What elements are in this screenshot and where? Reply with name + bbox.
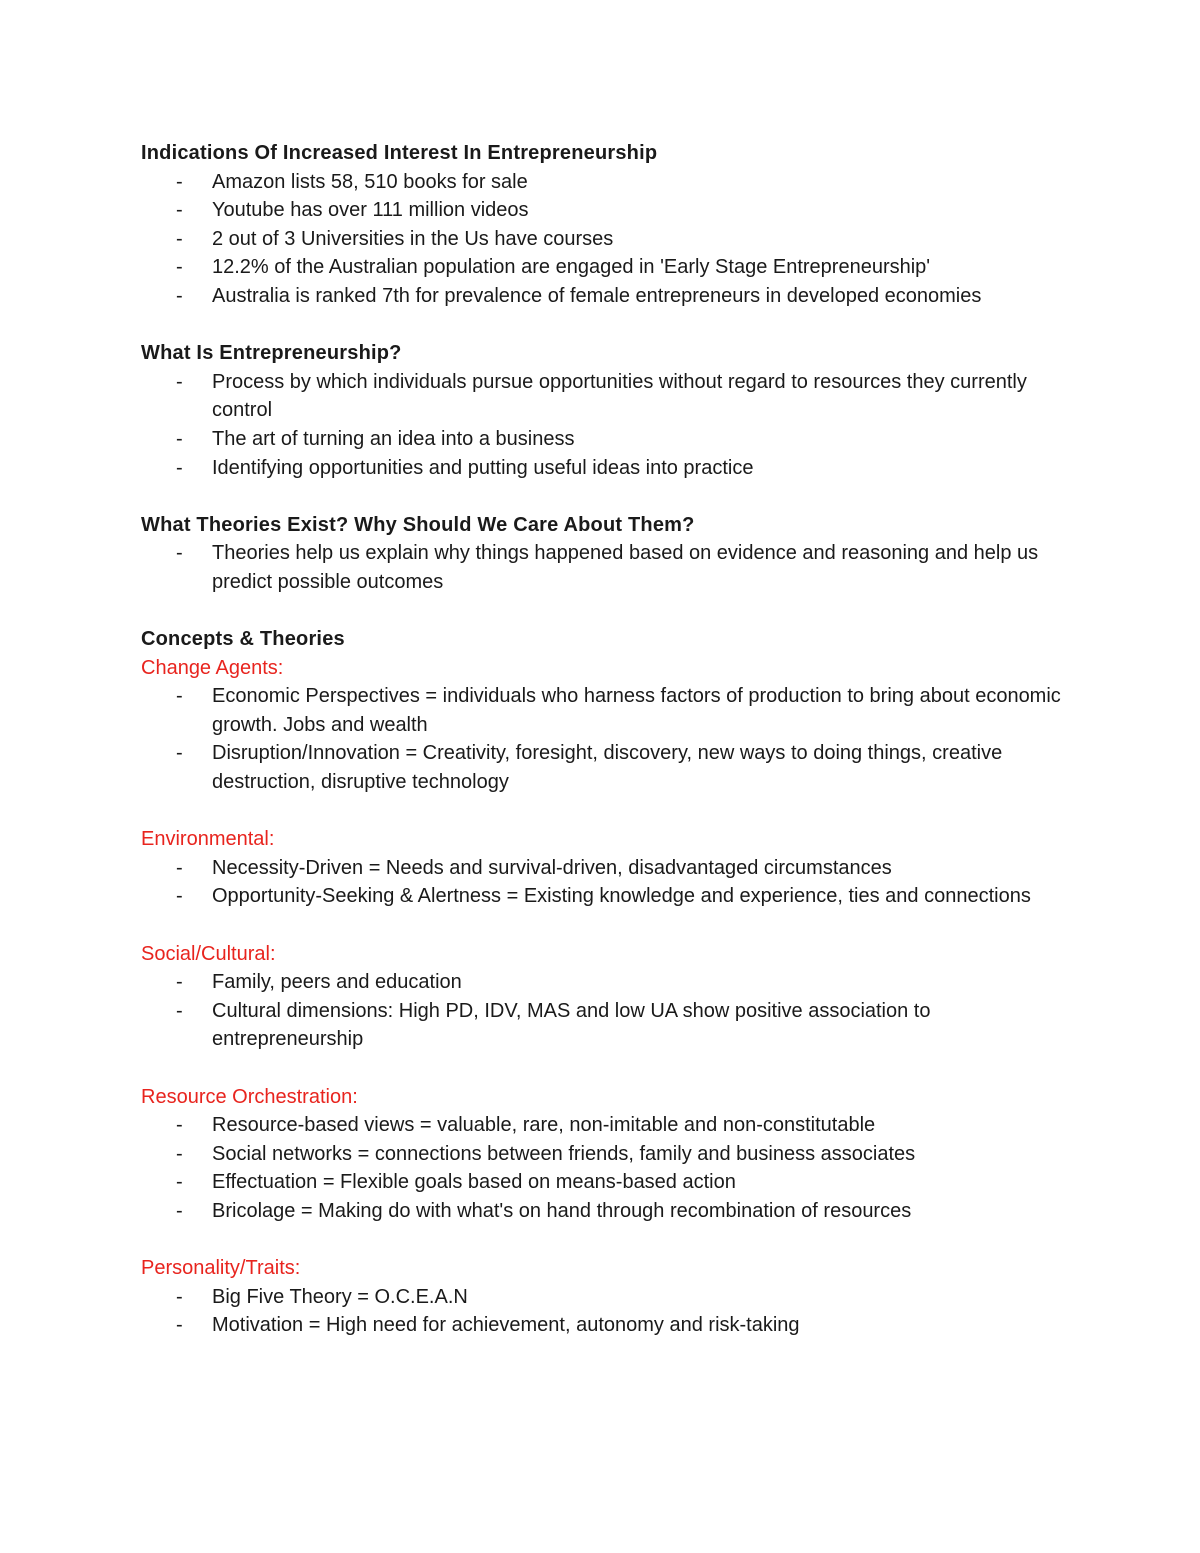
list-item: - Necessity-Driven = Needs and survival-driven, disadvantaged circumstances: [141, 854, 1061, 883]
list-item: - Social networks = connections between friends, family and business associates: [141, 1140, 1061, 1169]
concept-group-label: Resource Orchestration:: [141, 1085, 358, 1108]
concept-group-label: Personality/Traits:: [141, 1257, 301, 1280]
concept-group-change-agents: [141, 654, 1061, 797]
list-item: - Economic Perspectives = individuals who harness factors of production to bring about economic growth. Jobs and wealth: [141, 682, 1061, 739]
list-item: - Effectuation = Flexible goals based on means-based action: [141, 1168, 1061, 1197]
list-item: - Resource-based views = valuable, rare, non-imitable and non-constitutable: [141, 1111, 1061, 1140]
spacer: [141, 597, 1061, 626]
section-concepts: [141, 625, 1061, 1340]
bullet-list: [141, 1283, 1061, 1340]
spacer: [141, 482, 1061, 511]
spacer: [141, 911, 1061, 940]
list-item: - Amazon lists 58, 510 books for sale: [141, 168, 1061, 197]
list-item: - Identifying opportunities and putting useful ideas into practice: [141, 454, 1061, 483]
spacer: [141, 311, 1061, 340]
spacer: [141, 1054, 1061, 1083]
concept-group-label: Change Agents:: [141, 656, 284, 679]
document-body: [141, 139, 1061, 1340]
concept-group-label: Social/Cultural:: [141, 942, 276, 965]
concept-group-environmental: [141, 825, 1061, 911]
list-item: - Opportunity-Seeking & Alertness = Existing knowledge and experience, ties and connections: [141, 882, 1061, 911]
bullet-list: [141, 854, 1061, 911]
section-theories: [141, 511, 1061, 597]
bullet-list: [141, 682, 1061, 796]
section-heading: Indications Of Increased Interest In Entrepreneurship: [141, 142, 658, 164]
section-heading: What Theories Exist? Why Should We Care About Them?: [141, 513, 695, 536]
list-item: - 2 out of 3 Universities in the Us have courses: [141, 225, 1061, 254]
bullet-list: [141, 539, 1061, 596]
bullet-list: [141, 168, 1061, 311]
concept-group-personality-traits: [141, 1254, 1061, 1340]
list-item: - Bricolage = Making do with what's on hand through recombination of resources: [141, 1197, 1061, 1226]
section-heading: What Is Entrepreneurship?: [141, 342, 402, 365]
spacer: [141, 797, 1061, 826]
list-item: - Motivation = High need for achievement, autonomy and risk-taking: [141, 1311, 1061, 1340]
list-item: - 12.2% of the Australian population are engaged in 'Early Stage Entrepreneurship': [141, 253, 1061, 282]
bullet-list: [141, 968, 1061, 1054]
concept-group-label: Environmental:: [141, 828, 275, 851]
list-item: - Process by which individuals pursue opportunities without regard to resources they currently control: [141, 368, 1061, 425]
list-item: - Cultural dimensions: High PD, IDV, MAS and low UA show positive association to entrepreneurship: [141, 997, 1061, 1054]
list-item: - Big Five Theory = O.C.E.A.N: [141, 1283, 1061, 1312]
spacer: [141, 1226, 1061, 1255]
list-item: - Australia is ranked 7th for prevalence of female entrepreneurs in developed economies: [141, 282, 1061, 311]
concept-group-social-cultural: [141, 940, 1061, 1054]
list-item: - The art of turning an idea into a business: [141, 425, 1061, 454]
list-item: - Disruption/Innovation = Creativity, foresight, discovery, new ways to doing things, creative destruction, disruptive technology: [141, 739, 1061, 796]
bullet-list: [141, 1111, 1061, 1225]
bullet-list: [141, 368, 1061, 482]
concept-group-resource-orchestration: [141, 1083, 1061, 1226]
section-interest: [141, 139, 1061, 311]
list-item: - Family, peers and education: [141, 968, 1061, 997]
section-definition: [141, 339, 1061, 482]
list-item: - Theories help us explain why things happened based on evidence and reasoning and help us predict possible outcomes: [141, 539, 1061, 596]
list-item: - Youtube has over 111 million videos: [141, 196, 1061, 225]
section-heading: Concepts & Theories: [141, 628, 345, 651]
